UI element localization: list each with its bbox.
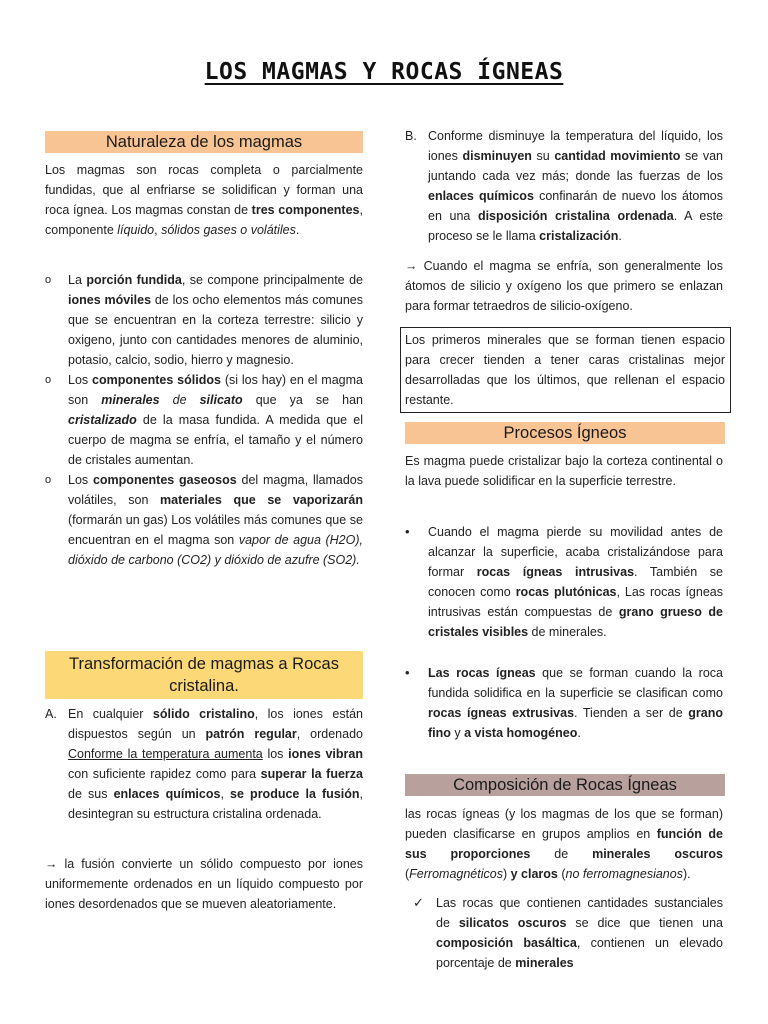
bullet-componentes-gaseosos — [45, 470, 363, 570]
bullet-extrusivas — [405, 663, 723, 743]
heading-naturaleza: Naturaleza de los magmas — [45, 131, 363, 153]
bullet-circle-icon: o — [45, 274, 52, 286]
heading-composicion: Composición de Rocas Ígneas — [405, 774, 725, 796]
procesos-bullet-1 — [405, 522, 723, 642]
item-a — [45, 704, 363, 824]
heading-transformacion: Transformación de magmas a Rocas cristalina. — [45, 651, 363, 699]
item-b — [405, 126, 723, 246]
bullet-circle-icon: o — [45, 474, 52, 486]
item-a-text: En cualquier sólido cristalino, los iones están dispuestos según un patrón regular, ordenado Conforme la temperatura aumenta los iones vibran con suficiente rapidez como para superar la fuerza de sus enlaces químicos, se produce la fusión, desintegran su estructura cristalina ordenada. — [68, 707, 363, 821]
page-title: LOS MAGMAS Y ROCAS ÍGNEAS — [204, 59, 564, 85]
item-a-marker: A. — [45, 707, 57, 721]
naturaleza-intro-text: Los magmas son rocas completa o parcialmente fundidas, que al enfriarse se solidifican y forman una roca ígnea. Los magmas constan de tres componentes, componente líquido, sólidos gases o volátiles. — [45, 163, 363, 237]
bullet-text: Los componentes gaseosos del magma, llamados volátiles, son materiales que se vaporizarán (formarán un gas) Los volátiles más comunes que se encuentran en el magma son vapor de agua (H2O), dióxido de carbono (CO2) y dióxido de azufre (SO2). — [68, 473, 363, 567]
cristalizacion-note: → Cuando el magma se enfría, son generalmente los átomos de silicio y oxígeno los que primero se enlazan para formar tetraedros de silicio-oxígeno. — [405, 259, 723, 313]
transformacion-item-a — [45, 704, 363, 824]
bullet-componentes-solidos — [45, 370, 363, 470]
check-item-basaltica — [413, 893, 723, 973]
cristalizacion-item-b — [405, 126, 723, 246]
naturaleza-bullets — [45, 270, 363, 570]
bullet-circle-icon: o — [45, 374, 52, 386]
procesos-intro: Es magma puede cristalizar bajo la corteza continental o la lava puede solidificar en la superficie terrestre. — [405, 454, 723, 488]
procesos-bullet-2 — [405, 663, 723, 743]
composicion-check — [413, 893, 723, 973]
heading-procesos: Procesos Ígneos — [405, 422, 725, 444]
bullet-intrusivas — [405, 522, 723, 642]
transformacion-note: → la fusión convierte un sólido compuesto por iones uniformemente ordenados en un líquido compuesto por iones desordenados que se mueven aleatoriamente. — [45, 857, 363, 911]
bullet-dot-icon: • — [405, 524, 410, 539]
bullet-dot-icon: • — [405, 665, 410, 680]
composicion-intro — [405, 804, 723, 884]
item-b-marker: B. — [405, 129, 417, 143]
bullet-text: La porción fundida, se compone principalmente de iones móviles de los ocho elementos más comunes que se encuentran en la corteza terrestre: silicio y oxigeno, junto con cantidades menores de aluminio, potasio, calcio, sodio, hierro y magnesio. — [68, 273, 363, 367]
checkmark-icon: ✓ — [413, 895, 424, 910]
bullet-text: Las rocas ígneas que se forman cuando la roca fundida solidifica en la superficie se clasifican como rocas ígneas extrusivas. Tienden a ser de grano fino y a vista homogéneo. — [428, 666, 723, 740]
check-item-text: Las rocas que contienen cantidades sustanciales de silicatos oscuros se dice que tienen una composición basáltica, contienen un elevado porcentaje de minerales — [436, 896, 723, 970]
composicion-intro-text: las rocas ígneas (y los magmas de los que se forman) pueden clasificarse en grupos amplios en función de sus proporciones de minerales oscuros (Ferromagnéticos) y claros (no ferromagnesianos). — [405, 807, 723, 881]
minerales-box: Los primeros minerales que se forman tienen espacio para crecer tienden a tener caras cristalinas mejor desarrolladas que los últimos, que rellenan el espacio restante. — [400, 327, 731, 413]
naturaleza-intro — [45, 160, 363, 240]
bullet-text: Los componentes sólidos (si los hay) en el magma son minerales de silicato que ya se han cristalizado de la masa fundida. A medida que el cuerpo de magma se enfría, el tamaño y el número de cristales aumentan. — [68, 373, 363, 467]
bullet-text: Cuando el magma pierde su movilidad antes de alcanzar la superficie, acaba cristalizándose para formar rocas ígneas intrusivas. También se conocen como rocas plutónicas, Las rocas ígneas intrusivas están compuestas de grano grueso de cristales visibles de minerales. — [428, 525, 723, 639]
item-b-text: Conforme disminuye la temperatura del líquido, los iones disminuyen su cantidad movimiento se van juntando cada vez más; donde las fuerzas de los enlaces químicos confinarán de nuevo los átomos en una disposición cristalina ordenada. A este proceso se le llama cristalización. — [428, 129, 724, 243]
bullet-porcion-fundida — [45, 270, 363, 370]
